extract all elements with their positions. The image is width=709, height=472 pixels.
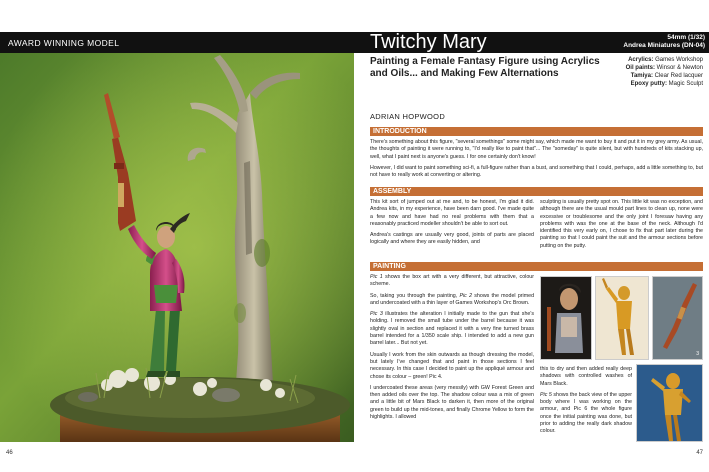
page-number-right: 47 <box>696 450 703 456</box>
pic-reference: Pic 5 <box>540 391 552 398</box>
material-value: Magic Sculpt <box>668 81 703 87</box>
scale-info <box>623 34 705 50</box>
painting-paragraph-7-text: shows the back view of the upper body where I was working on the armour, and Pic 6 the whole figure once the initial painting was done, but prior to adding the really dark shadow colour. <box>540 391 633 435</box>
pic-4-armour-painting <box>636 364 703 442</box>
painting-paragraph-1 <box>370 274 534 289</box>
pic-3-gun-alteration <box>652 276 703 360</box>
materials-list <box>626 56 703 88</box>
pic-reference: Pic 2 <box>459 292 473 299</box>
introduction-text <box>370 139 703 183</box>
introduction-paragraph-2: However, I did want to paint something sci-fi, a full-figure rather than a bust, and something that I could, perhaps, add a little something to, but not have to really work at converting or altering. <box>370 164 703 179</box>
material-label: Tamiya: <box>630 73 653 79</box>
material-label: Oil paints: <box>625 65 655 71</box>
painting-paragraph-3-text: illustrates the alteration I initially made to the gun that she's holding. I removed the small tube under the barrel because it was slightly oval in section and replaced it with a very fine turned brass barrel intended for a 1/350 scale ship. I intended to add a new gun barrel later... But not yet. <box>370 311 534 347</box>
painting-paragraph-2 <box>370 293 534 308</box>
painting-text-left <box>370 274 534 425</box>
painting-heading-bar <box>370 262 703 271</box>
assembly-paragraph-2: Andrea's castings are usually very good, joints of parts are placed logically and where they are easily hidden, and <box>370 232 534 246</box>
assembly-text-right <box>540 199 703 254</box>
material-value: Clear Red lacquer <box>654 73 703 79</box>
painting-text-right <box>540 366 632 440</box>
scale-line: 54mm (1/32) <box>667 34 705 41</box>
painting-paragraph-3 <box>370 311 534 347</box>
material-item <box>626 80 703 88</box>
assembly-paragraph-1: This kit sort of jumped out at me and, to be honest, I'm glad it did. Andrea kits, in my experience, have been darn good. I've made quite a few now and have had no real problems with them that a reasonably practiced modeller shouldn't be able to sort out. <box>370 199 534 227</box>
painting-paragraph-4: Usually I work from the skin outwards as though dressing the model, but lately I've changed that and paint in those sections I feel necessary. In this case I decided to paint up the appliqué armour and chose its colour – green! Pic 4. <box>370 351 534 380</box>
painting-paragraph-2-rest: shows the model primed and undercoated with a thin layer of Games Workshop's Orc Brown. <box>370 292 535 306</box>
material-item <box>626 72 703 80</box>
assembly-heading-bar <box>370 187 703 196</box>
assembly-text-left <box>370 199 534 251</box>
main-figure-photo <box>0 53 354 442</box>
material-item <box>626 64 703 72</box>
assembly-heading: ASSEMBLY <box>373 188 412 195</box>
painting-heading: PAINTING <box>373 263 406 270</box>
page-number-left: 46 <box>6 450 13 456</box>
pic-reference: Pic 3 <box>370 311 383 318</box>
introduction-paragraph-1: There's something about this figure, "several somethings" some might say, which made me want to buy it and put it in my grey army. As usual, the thoughts of painting it were running to, "I'd really like to paint that"... The "someday" is quite silent, but with hundreds of kits stacking up, well, what I paint next is anyone's guess. I for one certainly don't know! <box>370 139 703 160</box>
manufacturer-line: Andrea Miniatures (DN-04) <box>623 42 705 49</box>
article-title: Twitchy Mary <box>370 31 487 53</box>
material-value: Games Workshop <box>655 57 703 63</box>
article-subtitle: Painting a Female Fantasy Figure using Acrylics and Oils... and Making Few Alternations <box>370 56 600 79</box>
painting-paragraph-1-text: shows the box art with a very different, but attractive, colour scheme. <box>370 274 534 288</box>
introduction-heading-bar <box>370 127 703 136</box>
pic-reference: Pic 1 <box>370 274 383 280</box>
painting-paragraph-7 <box>540 392 632 436</box>
pic-3-number: 3 <box>696 351 699 357</box>
painting-paragraph-6: this to dry and then added really deep shadows with controlled washes of Mars Black. <box>540 366 632 387</box>
pic-1-box-art <box>540 276 592 360</box>
material-label: Acrylics: <box>628 57 654 63</box>
assembly-paragraph-3: sculpting is usually pretty spot on. This little kit was no exception, and although there are the usual mould part lines to clean up, none were excessive or troublesome and the only joint I foresaw having any problems with was the one at the base of the neck. Although I'd identified this very early on, I chose to fix that part later during the painting so that I could paint the suit and the armour sections before putting on the putty. <box>540 199 703 249</box>
painting-paragraph-5: I undercoated these areas (very messily) with GW Forest Green and then added oils over the top. The shadow colour was a mix of green and a little bit of Mars Black to darken it, then more of the original green to build up the mid-tones, and finally Chrome Yellow to form the highlights. I allowed <box>370 384 534 421</box>
material-label: Epoxy putty: <box>630 81 667 87</box>
section-label: AWARD WINNING MODEL <box>8 38 120 48</box>
material-item <box>626 56 703 64</box>
material-value: Winsor & Newton <box>656 65 703 71</box>
painting-paragraph-2-text: So, taking you through the painting, <box>370 292 460 299</box>
pic-2-primed-model <box>595 276 649 360</box>
author-name: ADRIAN HOPWOOD <box>370 112 446 121</box>
introduction-heading: INTRODUCTION <box>373 128 427 135</box>
